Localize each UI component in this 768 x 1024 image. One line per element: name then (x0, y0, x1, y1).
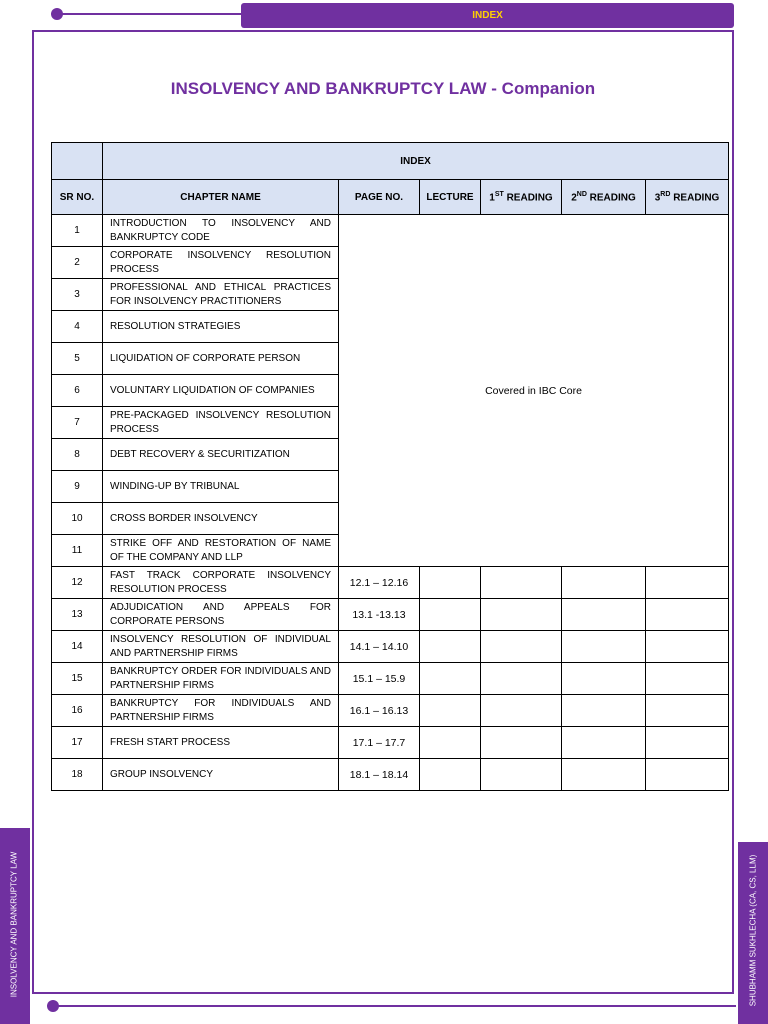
sr-no-cell: 14 (52, 631, 103, 663)
second-reading-cell[interactable] (562, 759, 646, 791)
top-rule (58, 13, 248, 15)
sr-no-cell: 10 (52, 503, 103, 535)
col-second-reading: 2ND READING (562, 180, 646, 215)
first-reading-cell[interactable] (481, 695, 562, 727)
sr-no-cell: 4 (52, 311, 103, 343)
chapter-name-cell: BANKRUPTCY ORDER FOR INDIVIDUALS AND PARTNERSHIP FIRMS (103, 663, 339, 695)
sr-no-cell: 6 (52, 375, 103, 407)
index-table (51, 142, 729, 791)
chapter-name-cell: PRE-PACKAGED INSOLVENCY RESOLUTION PROCESS (103, 407, 339, 439)
chapter-name-cell: ADJUDICATION AND APPEALS FOR CORPORATE PERSONS (103, 599, 339, 631)
table-row (52, 567, 729, 599)
second-reading-cell[interactable] (562, 727, 646, 759)
first-reading-cell[interactable] (481, 727, 562, 759)
table-row (52, 663, 729, 695)
lecture-cell[interactable] (420, 663, 481, 695)
lecture-cell[interactable] (420, 695, 481, 727)
page-no-cell: 18.1 – 18.14 (339, 759, 420, 791)
chapter-name-cell: DEBT RECOVERY & SECURITIZATION (103, 439, 339, 471)
table-header-row (52, 143, 729, 180)
lecture-cell[interactable] (420, 599, 481, 631)
table-row (52, 599, 729, 631)
chapter-name-cell: VOLUNTARY LIQUIDATION OF COMPANIES (103, 375, 339, 407)
sr-no-cell: 7 (52, 407, 103, 439)
lecture-cell[interactable] (420, 727, 481, 759)
table-row (52, 215, 729, 247)
table-row (52, 695, 729, 727)
col-first-reading: 1ST READING (481, 180, 562, 215)
table-row (52, 727, 729, 759)
sr-no-cell: 11 (52, 535, 103, 567)
right-side-label: SHUBHAMM SUKHLECHA (CA, CS, LLM) (748, 854, 758, 1007)
lecture-cell[interactable] (420, 631, 481, 663)
first-reading-cell[interactable] (481, 663, 562, 695)
first-reading-cell[interactable] (481, 567, 562, 599)
sr-no-cell: 3 (52, 279, 103, 311)
third-reading-cell[interactable] (646, 663, 729, 695)
index-tab: INDEX (241, 3, 734, 28)
lecture-cell[interactable] (420, 759, 481, 791)
sr-no-cell: 9 (52, 471, 103, 503)
first-reading-cell[interactable] (481, 631, 562, 663)
page-title: INSOLVENCY AND BANKRUPTCY LAW - Companion (170, 79, 596, 98)
page-no-cell: 14.1 – 14.10 (339, 631, 420, 663)
first-reading-cell[interactable] (481, 599, 562, 631)
col-chapter-name: CHAPTER NAME (103, 180, 339, 215)
chapter-name-cell: FAST TRACK CORPORATE INSOLVENCY RESOLUTION PROCESS (103, 567, 339, 599)
chapter-name-cell: CORPORATE INSOLVENCY RESOLUTION PROCESS (103, 247, 339, 279)
page-no-cell: 15.1 – 15.9 (339, 663, 420, 695)
chapter-name-cell: GROUP INSOLVENCY (103, 759, 339, 791)
column-header-row (52, 180, 729, 215)
right-side-tab (738, 842, 768, 1024)
second-reading-cell[interactable] (562, 599, 646, 631)
chapter-name-cell: RESOLUTION STRATEGIES (103, 311, 339, 343)
sr-no-cell: 13 (52, 599, 103, 631)
sr-no-cell: 16 (52, 695, 103, 727)
page-no-cell: 17.1 – 17.7 (339, 727, 420, 759)
second-reading-cell[interactable] (562, 695, 646, 727)
page-no-cell: 13.1 -13.13 (339, 599, 420, 631)
chapter-name-cell: INSOLVENCY RESOLUTION OF INDIVIDUAL AND PARTNERSHIP FIRMS (103, 631, 339, 663)
header-blank-cell (52, 143, 103, 180)
bottom-rule (56, 1005, 736, 1007)
col-page-no: PAGE NO. (339, 180, 420, 215)
col-lecture: LECTURE (420, 180, 481, 215)
lecture-cell[interactable] (420, 567, 481, 599)
covered-note-cell: Covered in IBC Core (339, 215, 729, 567)
col-third-reading: 3RD READING (646, 180, 729, 215)
first-reading-cell[interactable] (481, 759, 562, 791)
table-row (52, 631, 729, 663)
table-row (52, 759, 729, 791)
left-side-tab (0, 828, 30, 1024)
chapter-name-cell: CROSS BORDER INSOLVENCY (103, 503, 339, 535)
sr-no-cell: 8 (52, 439, 103, 471)
third-reading-cell[interactable] (646, 631, 729, 663)
col-sr-no: SR NO. (52, 180, 103, 215)
index-header: INDEX (103, 143, 729, 180)
chapter-name-cell: FRESH START PROCESS (103, 727, 339, 759)
sr-no-cell: 5 (52, 343, 103, 375)
chapter-name-cell: BANKRUPTCY FOR INDIVIDUALS AND PARTNERSHIP FIRMS (103, 695, 339, 727)
chapter-name-cell: INTRODUCTION TO INSOLVENCY AND BANKRUPTCY CODE (103, 215, 339, 247)
sr-no-cell: 12 (52, 567, 103, 599)
second-reading-cell[interactable] (562, 631, 646, 663)
third-reading-cell[interactable] (646, 567, 729, 599)
sr-no-cell: 18 (52, 759, 103, 791)
second-reading-cell[interactable] (562, 663, 646, 695)
chapter-name-cell: LIQUIDATION OF CORPORATE PERSON (103, 343, 339, 375)
third-reading-cell[interactable] (646, 759, 729, 791)
third-reading-cell[interactable] (646, 599, 729, 631)
third-reading-cell[interactable] (646, 695, 729, 727)
left-side-label: INSOLVENCY AND BANKRUPTCY LAW (9, 851, 19, 998)
third-reading-cell[interactable] (646, 727, 729, 759)
chapter-name-cell: WINDING-UP BY TRIBUNAL (103, 471, 339, 503)
sr-no-cell: 1 (52, 215, 103, 247)
top-rule-dot (51, 8, 63, 20)
page-no-cell: 12.1 – 12.16 (339, 567, 420, 599)
sr-no-cell: 2 (52, 247, 103, 279)
page-no-cell: 16.1 – 16.13 (339, 695, 420, 727)
chapter-name-cell: PROFESSIONAL AND ETHICAL PRACTICES FOR INSOLVENCY PRACTITIONERS (103, 279, 339, 311)
second-reading-cell[interactable] (562, 567, 646, 599)
chapter-name-cell: STRIKE OFF AND RESTORATION OF NAME OF THE COMPANY AND LLP (103, 535, 339, 567)
sr-no-cell: 15 (52, 663, 103, 695)
sr-no-cell: 17 (52, 727, 103, 759)
bottom-rule-dot (47, 1000, 59, 1012)
